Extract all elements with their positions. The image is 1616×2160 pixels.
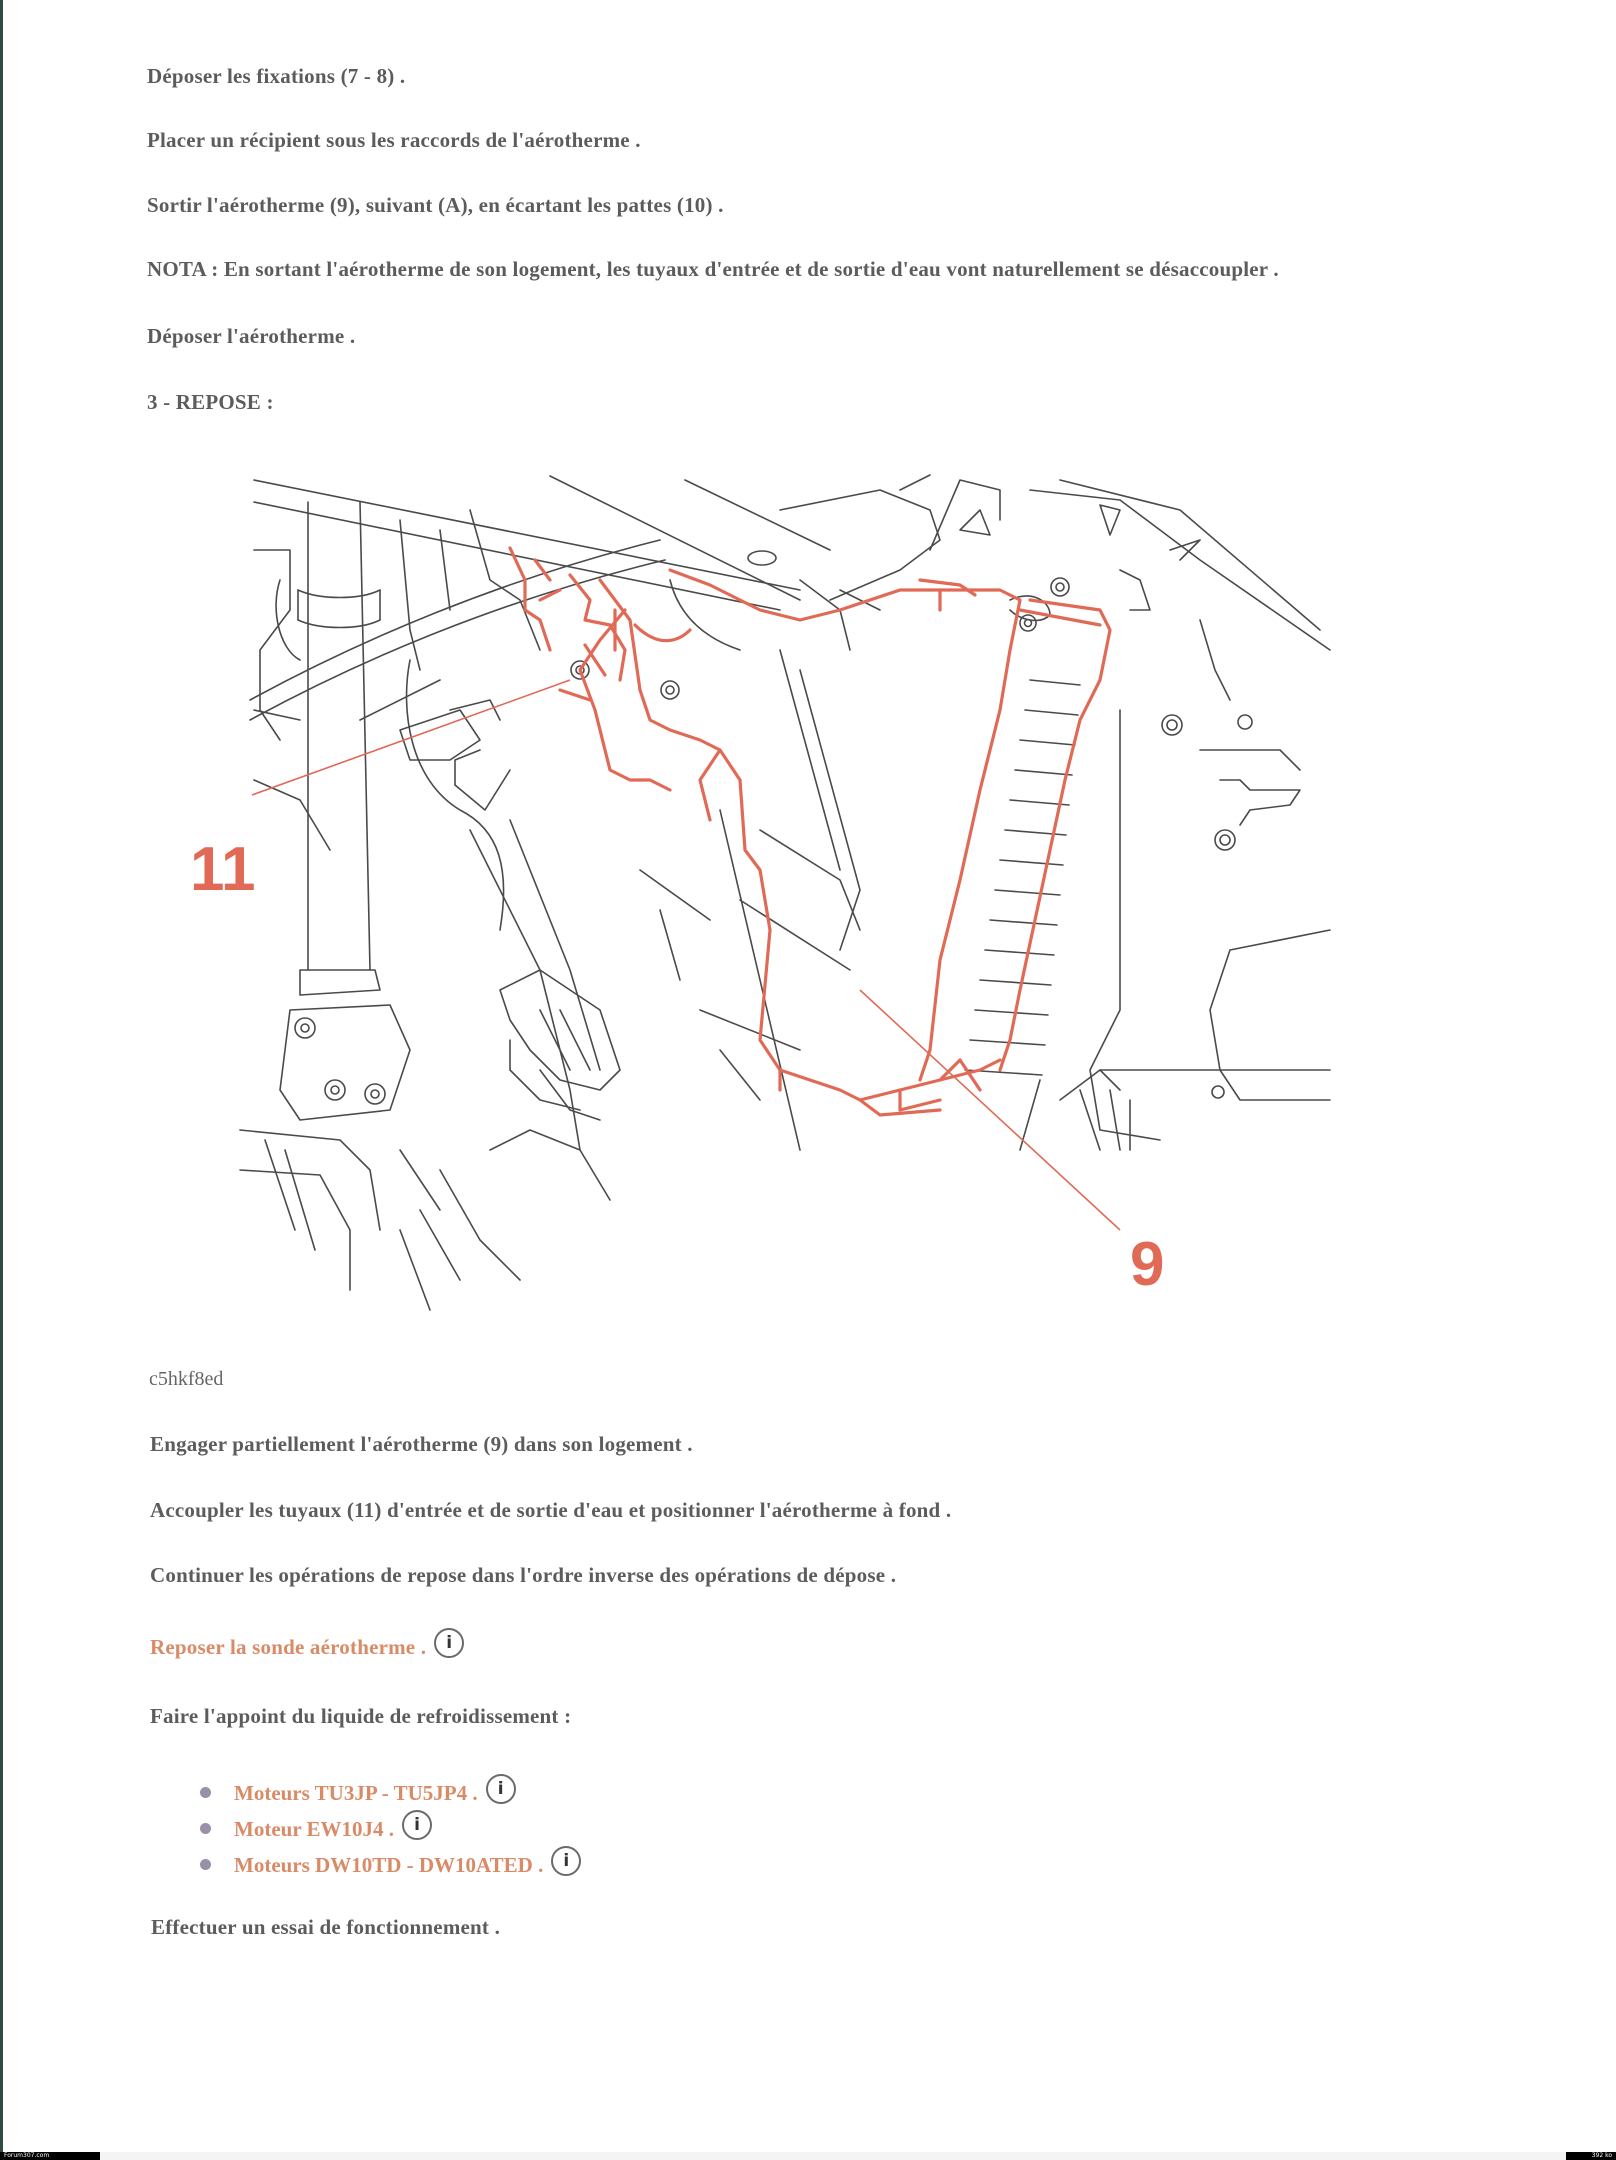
- step-sortir-aerotherme: Sortir l'aérotherme (9), suivant (A), en écartant les pattes (10) .: [147, 193, 724, 217]
- step-continuer-repose: Continuer les opérations de repose dans l'ordre inverse des opérations de dépose .: [150, 1563, 897, 1587]
- nota-text: NOTA : En sortant l'aérotherme de son logement, les tuyaux d'entrée et de sortie d'eau vont naturellement se désaccoupler .: [147, 257, 1279, 281]
- refill-intro: Faire l'appoint du liquide de refroidissement :: [150, 1704, 572, 1728]
- list-item: [200, 1810, 581, 1846]
- callout-9: 9: [1130, 1230, 1165, 1299]
- engine-link-dw10td[interactable]: Moteurs DW10TD - DW10ATED .: [234, 1853, 544, 1877]
- step-placer-recipient: Placer un récipient sous les raccords de l'aérotherme .: [147, 128, 641, 152]
- engine-list: [200, 1774, 581, 1882]
- step-engager-aerotherme: Engager partiellement l'aérotherme (9) dans son logement .: [150, 1432, 693, 1456]
- aerotherme-diagram: [190, 450, 1340, 1310]
- step-deposer-aerotherme: Déposer l'aérotherme .: [147, 324, 356, 348]
- scan-edge: [0, 0, 3, 2160]
- section-heading-repose: 3 - REPOSE :: [147, 390, 274, 414]
- engine-link-ew10j4[interactable]: Moteur EW10J4 .: [234, 1817, 395, 1841]
- footer-size-label: 392 ko: [1566, 2152, 1616, 2160]
- sonde-link-row: [150, 1628, 464, 1660]
- step-essai-fonctionnement: Effectuer un essai de fonctionnement .: [151, 1915, 501, 1939]
- step-deposer-fixations: Déposer les fixations (7 - 8) .: [147, 64, 406, 88]
- info-icon[interactable]: i: [402, 1810, 432, 1840]
- step-accoupler-tuyaux: Accoupler les tuyaux (11) d'entrée et de sortie d'eau et positionner l'aérotherme à fond .: [150, 1498, 952, 1522]
- sonde-link[interactable]: Reposer la sonde aérotherme .: [150, 1635, 427, 1659]
- bullet-icon: [200, 1823, 211, 1834]
- footer-bar: [0, 2152, 1616, 2160]
- callout-11: 11: [190, 835, 256, 904]
- footer-site-label: Forum307.com: [0, 2152, 100, 2160]
- bullet-icon: [200, 1787, 211, 1798]
- info-icon[interactable]: i: [551, 1846, 581, 1876]
- bullet-icon: [200, 1859, 211, 1870]
- figure-code: c5hkf8ed: [149, 1368, 224, 1390]
- info-icon[interactable]: i: [434, 1628, 464, 1658]
- list-item: [200, 1846, 581, 1882]
- info-icon[interactable]: i: [486, 1774, 516, 1804]
- list-item: [200, 1774, 581, 1810]
- engine-link-tu3jp[interactable]: Moteurs TU3JP - TU5JP4 .: [234, 1781, 478, 1805]
